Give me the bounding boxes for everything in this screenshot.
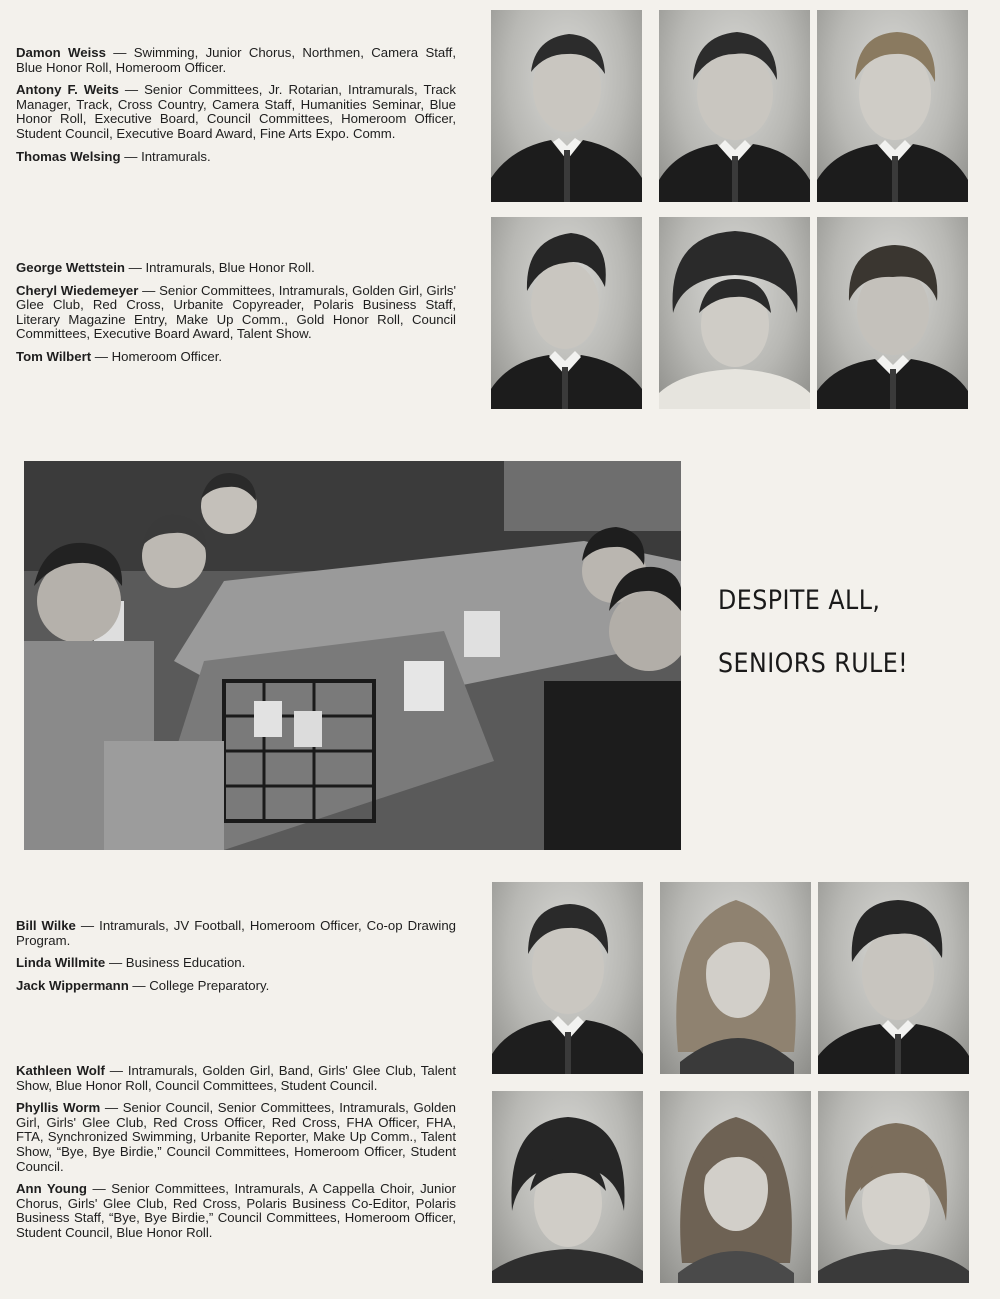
- portrait-photo: [491, 217, 642, 409]
- portrait-silhouette: [818, 1091, 969, 1283]
- group-photo-illustration: [24, 461, 681, 850]
- bio-block-top: [16, 46, 456, 172]
- bio-entry: Damon Weiss — Swimming, Junior Chorus, Northmen, Camera Staff, Blue Honor Roll, Homeroom Officer.: [16, 45, 457, 75]
- student-name: Linda Willmite: [16, 955, 106, 971]
- cafeteria-group-photo: [24, 461, 681, 850]
- portrait-silhouette: [491, 217, 642, 409]
- bio-entry: Jack Wippermann — College Preparatory.: [16, 977, 270, 993]
- portrait-silhouette: [659, 217, 810, 409]
- student-name: Ann Young: [16, 1181, 87, 1197]
- portrait-silhouette: [491, 10, 642, 202]
- student-name: Damon Weiss: [16, 45, 106, 60]
- student-activities: Intramurals, Blue Honor Roll.: [145, 260, 315, 275]
- bio-entry: Bill Wilke — Intramurals, JV Football, Homeroom Officer, Co-op Drawing Program.: [16, 918, 457, 948]
- bio-entry: Kathleen Wolf — Intramurals, Golden Girl, Band, Girls' Glee Club, Talent Show, Blue Honor Roll, Council Committees, Student Council.: [16, 1063, 456, 1093]
- portrait-silhouette: [660, 1091, 811, 1283]
- student-name: George Wettstein: [16, 260, 125, 275]
- student-activities: Senior Committees, Intramurals, Golden Girl, Girls' Glee Club, Red Cross, Urbanite Copyreader, Polaris Business Staff, Literary Magazine Entry, Make Up Comm., Gold Honor Roll, Council Committees, Executive Board Award, Talent Show.: [16, 282, 456, 342]
- student-name: Jack Wippermann: [16, 977, 129, 993]
- student-activities: Intramurals.: [141, 148, 211, 164]
- student-name: Bill Wilke: [16, 918, 76, 933]
- portrait-photo: [659, 217, 810, 409]
- bio-entry: Phyllis Worm — Senior Council, Senior Committees, Intramurals, Golden Girl, Girls' Glee Club, Red Cross Officer, Red Cross, FHA Officer, FHA, FTA, Synchronized Swimming, Urbanite Reporter, Make Up Comm., Talent Show, “Bye, Bye Birdie,” Council Committees, Homeroom Officer, Student Council.: [16, 1100, 456, 1174]
- student-activities: Intramurals, Golden Girl, Band, Girls' Glee Club, Talent Show, Blue Honor Roll, Council Committees, Student Council.: [16, 1063, 456, 1093]
- student-activities: Intramurals, JV Football, Homeroom Officer, Co-op Drawing Program.: [16, 918, 457, 948]
- portrait-silhouette: [660, 882, 811, 1074]
- portrait-photo: [491, 10, 642, 202]
- portrait-photo: [817, 10, 968, 202]
- headline-line-2: SENIORS RULE!: [718, 648, 909, 679]
- portrait-silhouette: [817, 10, 968, 202]
- student-name: Kathleen Wolf: [16, 1063, 105, 1078]
- student-name: Tom Wilbert: [16, 348, 92, 364]
- portrait-photo: [817, 217, 968, 409]
- portrait-photo: [660, 882, 811, 1074]
- portrait-silhouette: [492, 1091, 643, 1283]
- bio-entry: George Wettstein — Intramurals, Blue Honor Roll.: [16, 260, 315, 275]
- student-activities: Senior Council, Senior Committees, Intramurals, Golden Girl, Girls' Glee Club, Red Cross Officer, Red Cross, FHA Officer, FHA, FTA, Synchronized Swimming, Urbanite Reporter, Make Up Comm., Talent Show, “Bye, Bye Birdie,” Council Committees, Homeroom Officer, Student Council.: [16, 1100, 456, 1174]
- student-activities: Senior Committees, Intramurals, A Cappella Choir, Junior Chorus, Girls' Glee Club, Red Cross, Polaris Business Co-Editor, Polaris Business Staff, “Bye, Bye Birdie,” Council Committees, Homeroom Officer, Student Council, Blue Honor Roll.: [16, 1181, 456, 1240]
- portrait-photo: [660, 1091, 811, 1283]
- student-activities: College Preparatory.: [149, 977, 270, 993]
- student-name: Cheryl Wiedemeyer: [16, 282, 139, 298]
- portrait-photo: [818, 1091, 969, 1283]
- bio-block-fourth: [16, 1064, 456, 1249]
- portrait-silhouette: [817, 217, 968, 409]
- bio-block-second: [16, 261, 456, 373]
- portrait-photo: [492, 1091, 643, 1283]
- portrait-photo: [492, 882, 643, 1074]
- bio-entry: Ann Young — Senior Committees, Intramurals, A Cappella Choir, Junior Chorus, Girls' Glee Club, Red Cross, Polaris Business Co-Editor, Polaris Business Staff, “Bye, Bye Birdie,” Council Committees, Homeroom Officer, Student Council, Blue Honor Roll.: [16, 1181, 456, 1240]
- portrait-silhouette: [492, 882, 643, 1074]
- headline-line-1: DESPITE ALL,: [718, 585, 881, 616]
- portrait-silhouette: [659, 10, 810, 202]
- student-name: Antony F. Weits: [16, 82, 119, 98]
- student-name: Thomas Welsing: [16, 148, 121, 164]
- portrait-photo: [818, 882, 969, 1074]
- bio-block-third: [16, 919, 456, 1001]
- student-activities: Senior Committees, Jr. Rotarian, Intramurals, Track Manager, Track, Cross Country, Camera Staff, Humanities Seminar, Blue Honor Roll, Executive Board, Council Committees, Homeroom Officer, Student Council, Executive Board Award, Fine Arts Expo. Comm.: [16, 82, 456, 141]
- bio-entry: Cheryl Wiedemeyer — Senior Committees, Intramurals, Golden Girl, Girls' Glee Club, Red Cross, Urbanite Copyreader, Polaris Business Staff, Literary Magazine Entry, Make Up Comm., Gold Honor Roll, Council Committees, Executive Board Award, Talent Show.: [16, 282, 456, 342]
- student-activities: Homeroom Officer.: [111, 348, 223, 364]
- bio-entry: Thomas Welsing — Intramurals.: [16, 148, 211, 164]
- portrait-photo: [659, 10, 810, 202]
- bio-entry: Linda Willmite — Business Education.: [16, 955, 246, 971]
- bio-entry: Antony F. Weits — Senior Committees, Jr. Rotarian, Intramurals, Track Manager, Track, Cross Country, Camera Staff, Humanities Seminar, Blue Honor Roll, Executive Board, Council Committees, Homeroom Officer, Student Council, Executive Board Award, Fine Arts Expo. Comm.: [16, 82, 456, 141]
- bio-entry: Tom Wilbert — Homeroom Officer.: [16, 348, 223, 364]
- student-activities: Business Education.: [125, 955, 246, 971]
- portrait-silhouette: [818, 882, 969, 1074]
- student-activities: Swimming, Junior Chorus, Northmen, Camera Staff, Blue Honor Roll, Homeroom Officer.: [16, 45, 457, 75]
- student-name: Phyllis Worm: [16, 1100, 101, 1116]
